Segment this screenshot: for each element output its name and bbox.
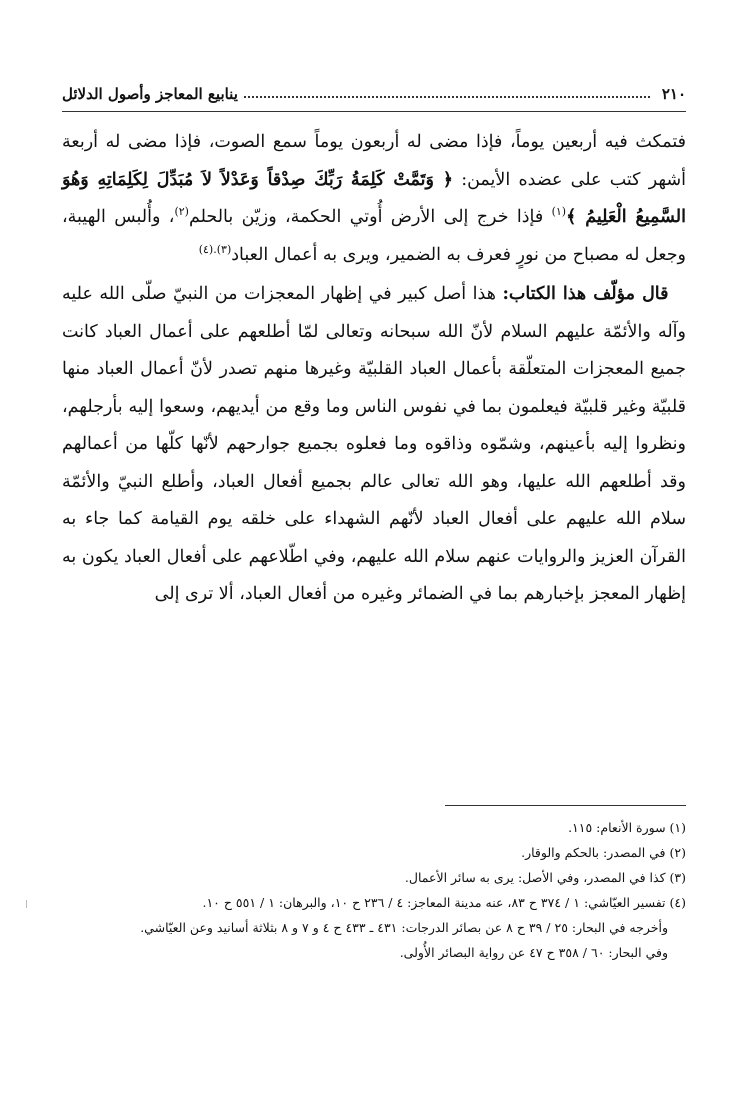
footnote-ref-4: .(٤) [198, 242, 217, 256]
footnote-ref-3: (٣) [216, 242, 232, 256]
paragraph-1-part-c: ، وأُلبس الهيبة، وجعل له مصباح من نورٍ فعرف به الضمير، ويرى به أعمال العباد [62, 207, 686, 265]
footnote-3: (٣) كذا في المصدر، وفي الأصل: يرى به سائر الأعمال. [404, 870, 686, 885]
running-header [62, 82, 686, 106]
header-dot-leader [244, 96, 650, 98]
footnote-ref-1: (١) [551, 205, 567, 219]
paragraph-2-text: هذا أصل كبير في إظهار المعجزات من النبيّ صلّى الله عليه وآله والأئمّة عليهم السلام لأنّ الله سبحانه وتعالى لمّا أطلعهم على أعمال العباد كانت جميع المعجزات المتعلّقة بأعمال العباد القلبيّة وغيرها منهم تصدر لأنّ أعمال العباد منها قلبيّة وغير قلبيّة فيعلمون بما في نفوس الناس وما وقع من أيديهم، وسعوا إليه بأرجلهم، ونظروا إليه بأعينهم، وشمّوه وذاقوه وما فعلوه بجميع جوارحهم لأنّها كلّها من أعمالهم وقد أطلعهم الله عليها، وهو الله تعالى عالم بجميع أفعال العباد، وأطلع النبيّ والأئمّة سلام الله عليهم على أفعال العباد لأنّهم الشهداء على خلقه يوم القيامة كما جاء به القرآن العزيز والروايات عنهم سلام الله عليهم، وفي اطّلاعهم على أفعال العباد يكون به إظهار المعجز بإخبارهم بما في الضمائر وغيره من أفعال العباد، ألا ترى إلى [62, 284, 686, 604]
paragraph-2 [62, 276, 686, 614]
main-text [62, 124, 686, 614]
margin-mark [26, 900, 27, 908]
footnote-1: (١) سورة الأنعام: ١١٥. [568, 820, 686, 835]
paragraph-1-part-a: فتمكث فيه أربعين يوماً، فإذا مضى له أربعون يوماً سمع الصوت، فإذا مضى له أربعة أشهر كتب على عضده الأيمن: [62, 132, 686, 190]
author-note-lead: قال مؤلّف هذا الكتاب: [502, 284, 669, 304]
paragraph-1 [62, 124, 686, 274]
header-rule [62, 111, 686, 112]
footnote-4-continuation-2: وفي البحار: ٦٠ / ٣٥٨ ح ٤٧ عن رواية البصائر الأُولى. [399, 945, 668, 960]
footnotes [62, 815, 686, 965]
running-title: ينابيع المعاجز وأصول الدلائل [62, 85, 238, 103]
quran-verse: ﴿ وَتَمَّتْ كَلِمَةُ رَبِّكَ صِدْقاً وَعَدْلاً لاَ مُبَدِّلَ لِكَلِمَاتِهِ وَهُوَ السَّمِيعُ الْعَلِيمُ ﴾ [62, 169, 686, 227]
footnote-separator [445, 805, 686, 806]
footnote-4-continuation-1: وأخرجه في البحار: ٢٥ / ٣٩ ح ٨ عن بصائر الدرجات: ٤٣١ ـ ٤٣٣ ح ٤ و ٧ و ٨ بثلاثة أسانيد وعن العيّاشي. [140, 920, 668, 935]
page-number: ٢١٠ [661, 85, 686, 103]
footnote-4: (٤) تفسير العيّاشي: ١ / ٣٧٤ ح ٨٣، عنه مدينة المعاجز: ٤ / ٢٣٦ ح ١٠، والبرهان: ١ / ٥٥١ ح ١٠. [202, 895, 686, 910]
paragraph-1-part-b: فإذا خرج إلى الأرض أُوتي الحكمة، وزيّن بالحلم [188, 207, 544, 227]
footnote-2: (٢) في المصدر: بالحكم والوقار. [521, 845, 686, 860]
footnote-ref-2: (٢) [174, 205, 189, 219]
